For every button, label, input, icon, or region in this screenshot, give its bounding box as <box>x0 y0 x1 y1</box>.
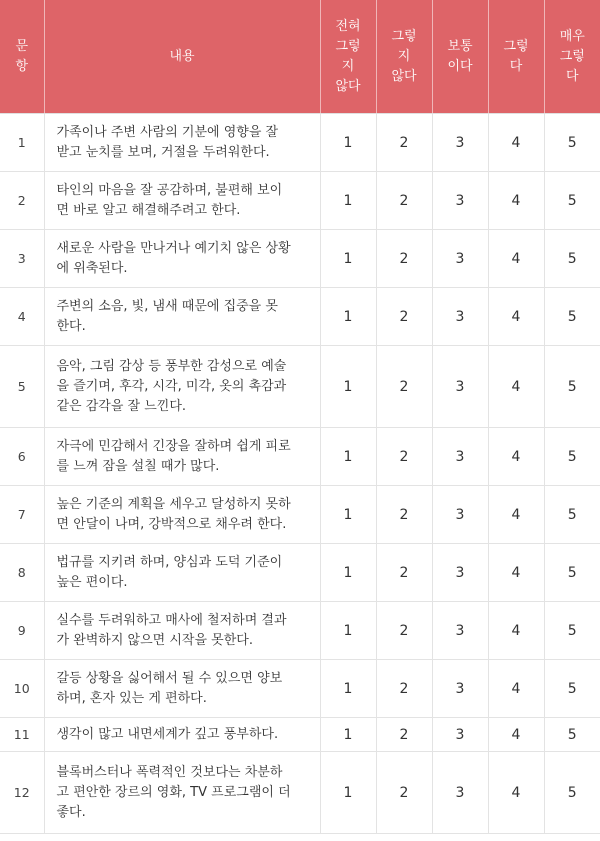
question-number: 6 <box>0 428 44 486</box>
option-4[interactable]: 4 <box>488 288 544 346</box>
option-3[interactable]: 3 <box>432 602 488 660</box>
option-5[interactable]: 5 <box>544 602 600 660</box>
option-1[interactable]: 1 <box>320 230 376 288</box>
table-row <box>0 602 600 660</box>
table-row <box>0 428 600 486</box>
option-2[interactable]: 2 <box>376 486 432 544</box>
option-4[interactable]: 4 <box>488 752 544 834</box>
option-1[interactable]: 1 <box>320 602 376 660</box>
option-4[interactable]: 4 <box>488 602 544 660</box>
table-row <box>0 288 600 346</box>
option-2[interactable]: 2 <box>376 172 432 230</box>
option-2[interactable]: 2 <box>376 752 432 834</box>
table-row <box>0 172 600 230</box>
header-strongly-agree: 매우 그렇 다 <box>544 0 600 114</box>
table-row <box>0 660 600 718</box>
question-number: 11 <box>0 718 44 752</box>
option-1[interactable]: 1 <box>320 752 376 834</box>
option-3[interactable]: 3 <box>432 718 488 752</box>
question-number: 5 <box>0 346 44 428</box>
question-number: 7 <box>0 486 44 544</box>
question-text: 음악, 그림 감상 등 풍부한 감성으로 예술 을 즐기며, 후각, 시각, 미각, 옷의 촉감과 같은 감각을 잘 느낀다. <box>44 346 320 428</box>
option-5[interactable]: 5 <box>544 718 600 752</box>
option-5[interactable]: 5 <box>544 544 600 602</box>
table-row <box>0 486 600 544</box>
question-number: 12 <box>0 752 44 834</box>
option-3[interactable]: 3 <box>432 752 488 834</box>
question-text: 실수를 두려워하고 매사에 철저하며 결과 가 완벽하지 않으면 시작을 못한다. <box>44 602 320 660</box>
option-4[interactable]: 4 <box>488 114 544 172</box>
option-2[interactable]: 2 <box>376 346 432 428</box>
table-row <box>0 544 600 602</box>
option-2[interactable]: 2 <box>376 288 432 346</box>
header-neutral: 보통 이다 <box>432 0 488 114</box>
option-5[interactable]: 5 <box>544 346 600 428</box>
table-row <box>0 752 600 834</box>
option-2[interactable]: 2 <box>376 230 432 288</box>
header-strongly-disagree: 전혀 그렇 지 않다 <box>320 0 376 114</box>
option-2[interactable]: 2 <box>376 544 432 602</box>
option-1[interactable]: 1 <box>320 114 376 172</box>
option-4[interactable]: 4 <box>488 486 544 544</box>
option-5[interactable]: 5 <box>544 486 600 544</box>
option-3[interactable]: 3 <box>432 114 488 172</box>
question-text: 높은 기준의 계획을 세우고 달성하지 못하 면 안달이 나며, 강박적으로 채우려 한다. <box>44 486 320 544</box>
table-row <box>0 346 600 428</box>
option-1[interactable]: 1 <box>320 346 376 428</box>
question-text: 생각이 많고 내면세계가 깊고 풍부하다. <box>44 718 320 752</box>
option-1[interactable]: 1 <box>320 288 376 346</box>
header-content: 내용 <box>44 0 320 114</box>
question-number: 3 <box>0 230 44 288</box>
question-text: 새로운 사람을 만나거나 예기치 않은 상황 에 위축된다. <box>44 230 320 288</box>
header-question-number: 문 항 <box>0 0 44 114</box>
option-1[interactable]: 1 <box>320 660 376 718</box>
question-text: 자극에 민감해서 긴장을 잘하며 쉽게 피로 를 느껴 잠을 설칠 때가 많다. <box>44 428 320 486</box>
option-2[interactable]: 2 <box>376 718 432 752</box>
option-4[interactable]: 4 <box>488 544 544 602</box>
header-agree: 그렇 다 <box>488 0 544 114</box>
option-5[interactable]: 5 <box>544 172 600 230</box>
option-2[interactable]: 2 <box>376 114 432 172</box>
option-5[interactable]: 5 <box>544 114 600 172</box>
question-number: 8 <box>0 544 44 602</box>
table-body <box>0 114 600 834</box>
option-3[interactable]: 3 <box>432 544 488 602</box>
question-text: 타인의 마음을 잘 공감하며, 불편해 보이 면 바로 알고 해결해주려고 한다. <box>44 172 320 230</box>
question-text: 갈등 상황을 싫어해서 될 수 있으면 양보 하며, 혼자 있는 게 편하다. <box>44 660 320 718</box>
table-header <box>0 0 600 114</box>
option-3[interactable]: 3 <box>432 660 488 718</box>
option-4[interactable]: 4 <box>488 660 544 718</box>
option-5[interactable]: 5 <box>544 428 600 486</box>
option-5[interactable]: 5 <box>544 230 600 288</box>
option-3[interactable]: 3 <box>432 428 488 486</box>
option-1[interactable]: 1 <box>320 718 376 752</box>
option-5[interactable]: 5 <box>544 752 600 834</box>
option-4[interactable]: 4 <box>488 230 544 288</box>
option-1[interactable]: 1 <box>320 544 376 602</box>
option-3[interactable]: 3 <box>432 346 488 428</box>
option-3[interactable]: 3 <box>432 288 488 346</box>
option-3[interactable]: 3 <box>432 486 488 544</box>
option-3[interactable]: 3 <box>432 230 488 288</box>
option-1[interactable]: 1 <box>320 428 376 486</box>
table-row <box>0 114 600 172</box>
option-5[interactable]: 5 <box>544 288 600 346</box>
option-2[interactable]: 2 <box>376 602 432 660</box>
question-text: 법규를 지키려 하며, 양심과 도덕 기준이 높은 편이다. <box>44 544 320 602</box>
option-4[interactable]: 4 <box>488 172 544 230</box>
question-text: 가족이나 주변 사람의 기분에 영향을 잘 받고 눈치를 보며, 거절을 두려워한다. <box>44 114 320 172</box>
option-4[interactable]: 4 <box>488 346 544 428</box>
question-number: 1 <box>0 114 44 172</box>
option-2[interactable]: 2 <box>376 660 432 718</box>
question-number: 4 <box>0 288 44 346</box>
option-2[interactable]: 2 <box>376 428 432 486</box>
question-number: 9 <box>0 602 44 660</box>
question-text: 블록버스터나 폭력적인 것보다는 차분하 고 편안한 장르의 영화, TV 프로그램이 더 좋다. <box>44 752 320 834</box>
table-row <box>0 718 600 752</box>
question-text: 주변의 소음, 빛, 냄새 때문에 집중을 못 한다. <box>44 288 320 346</box>
header-disagree: 그렇 지 않다 <box>376 0 432 114</box>
question-number: 10 <box>0 660 44 718</box>
header-row <box>0 0 600 114</box>
option-1[interactable]: 1 <box>320 172 376 230</box>
option-3[interactable]: 3 <box>432 172 488 230</box>
option-4[interactable]: 4 <box>488 428 544 486</box>
option-4[interactable]: 4 <box>488 718 544 752</box>
option-1[interactable]: 1 <box>320 486 376 544</box>
option-5[interactable]: 5 <box>544 660 600 718</box>
table-row <box>0 230 600 288</box>
question-number: 2 <box>0 172 44 230</box>
